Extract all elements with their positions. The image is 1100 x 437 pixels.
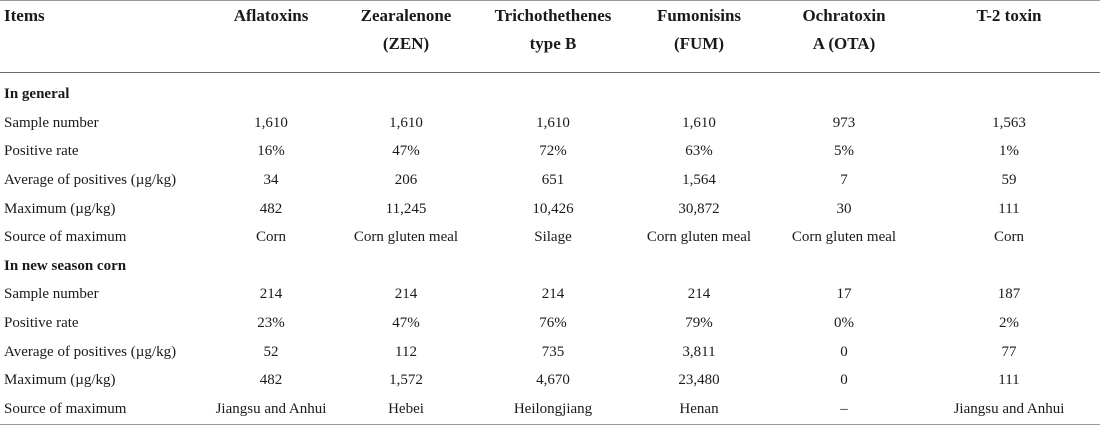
table-cell: Hebei <box>334 395 478 424</box>
table-row <box>0 223 1100 252</box>
table-cell: Silage <box>534 229 572 246</box>
table-cell: 63% <box>685 143 713 160</box>
table-cell: 47% <box>392 143 420 160</box>
header-trichothethenes: Trichothethenes type B <box>478 0 628 72</box>
table-row <box>0 195 1100 224</box>
table-cell: Corn <box>256 229 286 246</box>
table-cell: 2% <box>999 315 1019 332</box>
table-cell: 0% <box>834 315 854 332</box>
table-cell: 30 <box>836 200 852 217</box>
table-cell: 17 <box>836 286 852 303</box>
table-row <box>0 138 1100 167</box>
table-cell: 1% <box>999 143 1019 160</box>
table-row <box>0 166 1100 195</box>
table-cell: 11,245 <box>385 200 427 217</box>
table-cell: 23% <box>257 315 285 332</box>
header-items: Items <box>0 0 208 72</box>
table-cell: 76% <box>539 315 567 332</box>
row-label: Maximum (µg/kg) <box>4 372 116 389</box>
table-cell: 7 <box>840 172 848 189</box>
header-aflatoxins: Aflatoxins <box>208 0 334 72</box>
section-title: In general <box>4 86 70 103</box>
table-cell: 482 <box>259 372 283 389</box>
table-cell: Corn gluten meal <box>646 229 752 246</box>
table-cell: 0 <box>840 372 848 389</box>
header-fumonisins: Fumonisins (FUM) <box>628 0 770 72</box>
table-cell: Corn gluten meal <box>791 229 897 246</box>
table-cell: 214 <box>687 286 711 303</box>
table-cell: 651 <box>541 172 565 189</box>
header-t2-toxin: T-2 toxin <box>918 0 1100 72</box>
table-row <box>0 395 1100 424</box>
section-heading-general <box>0 72 1100 109</box>
table-cell: 482 <box>259 200 283 217</box>
table-cell: Corn gluten meal <box>353 229 459 246</box>
table-cell: 3,811 <box>682 343 716 360</box>
table-cell: 111 <box>998 372 1020 389</box>
table-cell: 52 <box>263 343 279 360</box>
table-cell: Jiangsu and Anhui <box>208 395 334 424</box>
section-heading-new-season-corn <box>0 252 1100 281</box>
table-row <box>0 338 1100 367</box>
table-cell: 34 <box>263 172 279 189</box>
table-cell: 23,480 <box>678 372 720 389</box>
table-cell: 735 <box>541 343 565 360</box>
table-cell: 1,610 <box>254 114 288 131</box>
row-label: Positive rate <box>4 315 79 332</box>
table-cell: 0 <box>840 343 848 360</box>
section-title: In new season corn <box>4 257 127 274</box>
table-cell: Corn <box>994 229 1024 246</box>
table-cell: 214 <box>259 286 283 303</box>
row-label: Source of maximum <box>0 395 208 424</box>
table-cell: Jiangsu and Anhui <box>918 395 1100 424</box>
header-row <box>0 0 1100 72</box>
table-cell: 5% <box>834 143 854 160</box>
table-cell: 77 <box>1001 343 1017 360</box>
table-cell: Henan <box>628 395 770 424</box>
row-label: Maximum (µg/kg) <box>4 200 116 217</box>
table-row <box>0 309 1100 338</box>
table-cell: 187 <box>997 286 1021 303</box>
row-label: Sample number <box>4 286 99 303</box>
row-label: Source of maximum <box>4 229 127 246</box>
table-cell: Heilongjiang <box>478 395 628 424</box>
table-cell: 1,563 <box>992 114 1026 131</box>
table-cell: 1,564 <box>682 172 716 189</box>
table-cell: 72% <box>539 143 567 160</box>
row-label: Average of positives (µg/kg) <box>4 343 177 360</box>
table-cell: 47% <box>392 315 420 332</box>
table-cell: 59 <box>1001 172 1017 189</box>
header-zearalenone: Zearalenone (ZEN) <box>334 0 478 72</box>
table-cell: 973 <box>832 114 856 131</box>
table-cell: 1,610 <box>536 114 570 131</box>
table-cell: 4,670 <box>536 372 570 389</box>
table-cell: 214 <box>394 286 418 303</box>
table-cell: 30,872 <box>678 200 720 217</box>
table-cell: 111 <box>998 200 1020 217</box>
table-cell: 10,426 <box>532 200 574 217</box>
header-ochratoxin: Ochratoxin A (OTA) <box>770 0 918 72</box>
table-cell: 1,572 <box>389 372 423 389</box>
table-cell: 206 <box>394 172 418 189</box>
row-label: Sample number <box>4 114 99 131</box>
row-label: Average of positives (µg/kg) <box>4 172 177 189</box>
table-cell: 1,610 <box>389 114 423 131</box>
table-cell: 214 <box>541 286 565 303</box>
row-label: Positive rate <box>4 143 79 160</box>
table-cell: 16% <box>257 143 285 160</box>
table-row <box>0 281 1100 310</box>
table-cell: 1,610 <box>682 114 716 131</box>
table-cell: 79% <box>685 315 713 332</box>
table-cell: – <box>770 395 918 424</box>
table-row <box>0 366 1100 395</box>
table-row <box>0 109 1100 138</box>
table-cell: 112 <box>395 343 417 360</box>
